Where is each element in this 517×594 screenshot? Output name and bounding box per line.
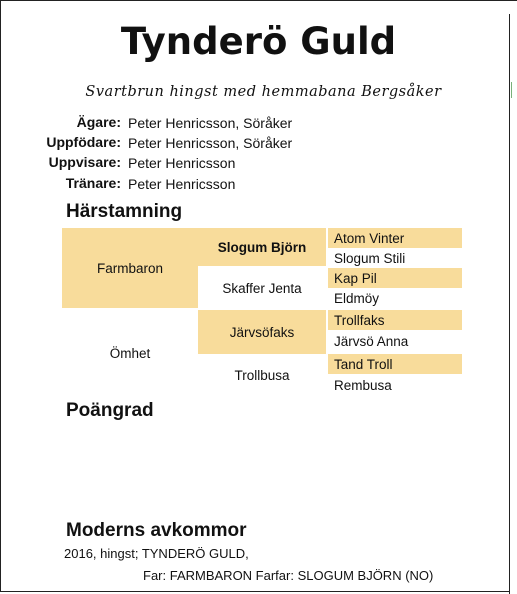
sd-sire-name: Kap Pil	[334, 270, 377, 286]
pedigree-dam-sire	[198, 310, 326, 354]
dam-sire-name: Järvsöfaks	[229, 324, 295, 340]
pedigree-dam-dam	[198, 354, 326, 396]
pedigree-ss-sire	[328, 228, 462, 248]
ss-dam-name: Slogum Stili	[334, 250, 406, 266]
pedigree-dd-dam	[328, 374, 462, 396]
sire-dam-name: Skaffer Jenta	[222, 280, 302, 296]
horse-name-title: Tynderö Guld	[120, 20, 397, 63]
breeder-label: Uppfödare:	[46, 134, 121, 150]
info-row-owner	[0, 114, 121, 134]
offspring-line-2: Far: FARMBARON Farfar: SLOGUM BJÖRN (NO)	[143, 568, 434, 583]
sire-name: Farmbaron	[96, 260, 164, 276]
breeder-value: Peter Henricsson, Söråker	[128, 135, 293, 151]
dd-dam-name: Rembusa	[334, 377, 392, 393]
page-edge-right	[509, 14, 510, 594]
points-heading: Poängrad	[66, 400, 154, 421]
pedigree-heading: Härstamning	[66, 201, 183, 222]
page-edge-top	[509, 0, 517, 1]
info-row-trainer	[0, 175, 121, 195]
dam-name: Ömhet	[109, 345, 151, 361]
pedigree-ds-sire	[328, 310, 462, 330]
horse-description: Svartbrun hingst med hemmabana Bergsåker	[85, 84, 442, 100]
pedigree-sd-sire	[328, 268, 462, 288]
dam-dam-name: Trollbusa	[234, 367, 290, 383]
pedigree-ss-dam	[328, 248, 462, 268]
owner-label: Ägare:	[76, 114, 121, 130]
pedigree-sire	[62, 228, 198, 308]
pedigree-dam	[62, 310, 198, 396]
owner-value: Peter Henricsson, Söråker	[128, 115, 293, 131]
info-row-breeder	[0, 134, 121, 154]
dd-sire-name: Tand Troll	[334, 356, 393, 372]
pedigree-dd-sire	[328, 354, 462, 374]
pedigree-sire-sire	[198, 228, 326, 266]
trainer-label: Tränare:	[65, 175, 121, 191]
presenter-value: Peter Henricsson	[128, 155, 236, 171]
trainer-value: Peter Henricsson	[128, 176, 236, 192]
presenter-label: Uppvisare:	[48, 154, 121, 170]
offspring-heading: Moderns avkommor	[66, 520, 247, 541]
offspring-line-1: 2016, hingst; TYNDERÖ GULD,	[64, 546, 249, 561]
pedigree-sire-dam	[198, 268, 326, 308]
sire-sire-name: Slogum Björn	[217, 239, 307, 255]
ds-dam-name: Järvsö Anna	[334, 333, 409, 349]
ds-sire-name: Trollfaks	[334, 312, 385, 328]
pedigree-ds-dam	[328, 330, 462, 352]
info-row-presenter	[0, 154, 121, 174]
sd-dam-name: Eldmöy	[334, 290, 380, 306]
pedigree-sd-dam	[328, 288, 462, 308]
ss-sire-name: Atom Vinter	[334, 230, 405, 246]
